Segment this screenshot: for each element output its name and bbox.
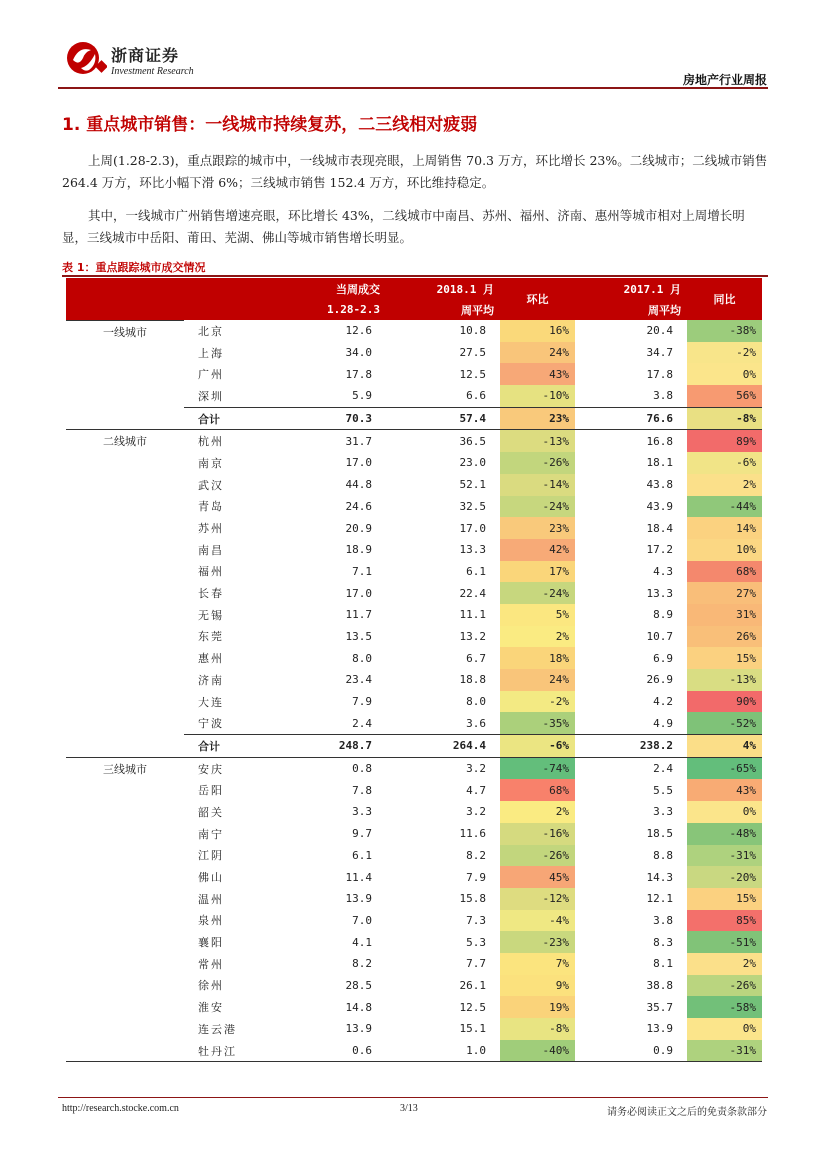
table-caption: 表 1：重点跟踪城市成交情况 — [62, 261, 206, 274]
city-name: 广州 — [198, 368, 224, 382]
jan2017-avg: 35.7 — [646, 1000, 673, 1014]
week-sales: 0.8 — [352, 762, 372, 776]
jan2018-avg: 7.9 — [466, 870, 486, 884]
jan2017-avg: 8.8 — [653, 848, 673, 862]
mom-change: 2% — [500, 801, 575, 823]
jan2017-avg: 5.5 — [653, 783, 673, 797]
mom-change: 17% — [500, 561, 575, 583]
jan2017-avg: 43.9 — [646, 499, 673, 513]
jan2017-avg: 16.8 — [646, 434, 673, 448]
city-name: 东莞 — [198, 630, 224, 644]
week-sales: 8.2 — [352, 957, 372, 971]
week-sales: 70.3 — [280, 407, 386, 430]
jan2018-avg: 36.5 — [459, 434, 486, 448]
table-row — [66, 320, 762, 342]
yoy-change: -31% — [687, 1040, 762, 1062]
week-sales: 7.1 — [352, 564, 372, 578]
city-name: 南宁 — [198, 827, 224, 841]
mom-change: -26% — [500, 845, 575, 867]
jan2018-avg: 6.1 — [466, 564, 486, 578]
yoy-change: 0% — [687, 1018, 762, 1040]
jan2017-avg: 6.9 — [653, 651, 673, 665]
week-sales: 18.9 — [345, 543, 372, 557]
week-sales: 28.5 — [345, 978, 372, 992]
yoy-change: 43% — [687, 779, 762, 801]
yoy-change: -51% — [687, 931, 762, 953]
footer-disclaimer: 请务必阅读正文之后的免责条款部分 — [607, 1107, 767, 1118]
mom-change: 2% — [500, 626, 575, 648]
company-logo-icon — [65, 40, 107, 76]
mom-change: 45% — [500, 866, 575, 888]
yoy-change: 15% — [687, 888, 762, 910]
jan2017-avg: 12.1 — [646, 892, 673, 906]
yoy-change: -2% — [687, 342, 762, 364]
jan2017-avg: 4.3 — [653, 564, 673, 578]
city-name: 泉州 — [198, 914, 224, 928]
jan2017-avg: 76.6 — [575, 407, 687, 430]
week-sales: 13.5 — [345, 629, 372, 643]
week-sales: 20.9 — [345, 521, 372, 535]
yoy-change: -6% — [687, 452, 762, 474]
jan2018-avg: 7.3 — [466, 913, 486, 927]
jan2018-avg: 4.7 — [466, 783, 486, 797]
yoy-change: 15% — [687, 647, 762, 669]
mom-change: -4% — [500, 910, 575, 932]
city-name: 韶关 — [198, 805, 224, 819]
mom-change: 7% — [500, 953, 575, 975]
jan2018-avg: 1.0 — [466, 1044, 486, 1058]
city-name: 深圳 — [198, 389, 224, 403]
jan2018-avg: 8.2 — [466, 848, 486, 862]
jan2018-avg: 13.2 — [459, 629, 486, 643]
week-sales: 0.6 — [352, 1044, 372, 1058]
jan2018-avg: 52.1 — [459, 478, 486, 492]
header-yoy: 同比 — [687, 278, 762, 320]
jan2017-avg: 17.8 — [646, 367, 673, 381]
mom-change: 18% — [500, 647, 575, 669]
city-name: 无锡 — [198, 608, 224, 622]
jan2017-avg: 0.9 — [653, 1044, 673, 1058]
jan2017-avg: 2.4 — [653, 762, 673, 776]
city-name: 徐州 — [198, 979, 224, 993]
mom-change: -35% — [500, 712, 575, 734]
jan2017-avg: 18.1 — [646, 456, 673, 470]
yoy-change: 68% — [687, 561, 762, 583]
jan2017-avg: 10.7 — [646, 629, 673, 643]
week-sales: 248.7 — [280, 735, 386, 758]
mom-change: -40% — [500, 1040, 575, 1062]
yoy-change: 14% — [687, 517, 762, 539]
week-sales: 31.7 — [345, 434, 372, 448]
city-name: 惠州 — [198, 652, 224, 666]
mom-change: 5% — [500, 604, 575, 626]
jan2018-avg: 57.4 — [386, 407, 500, 430]
jan2018-avg: 8.0 — [466, 695, 486, 709]
mom-change: -13% — [500, 430, 575, 452]
footer-url[interactable]: http://research.stocke.com.cn — [62, 1103, 179, 1114]
yoy-change: 89% — [687, 430, 762, 452]
week-sales: 8.0 — [352, 651, 372, 665]
yoy-change: 4% — [687, 735, 762, 758]
week-sales: 11.4 — [345, 870, 372, 884]
jan2018-avg: 12.5 — [459, 367, 486, 381]
city-name: 南昌 — [198, 543, 224, 557]
city-name: 牡丹江 — [198, 1044, 237, 1058]
city-name: 上海 — [198, 346, 224, 360]
week-sales: 13.9 — [345, 1022, 372, 1036]
yoy-change: 0% — [687, 363, 762, 385]
week-sales: 9.7 — [352, 827, 372, 841]
yoy-change: -65% — [687, 757, 762, 779]
week-sales: 11.7 — [345, 608, 372, 622]
yoy-change: 26% — [687, 626, 762, 648]
jan2018-avg: 11.1 — [459, 608, 486, 622]
jan2017-avg: 26.9 — [646, 673, 673, 687]
jan2018-avg: 27.5 — [459, 346, 486, 360]
header-jan2018-line2: 周平均 — [386, 299, 500, 320]
city-name: 温州 — [198, 892, 224, 906]
jan2018-avg: 3.2 — [466, 805, 486, 819]
header-week-line1: 当周成交 — [280, 278, 386, 299]
week-sales: 7.9 — [352, 695, 372, 709]
yoy-change: -20% — [687, 866, 762, 888]
city-name: 宁波 — [198, 717, 224, 731]
header-city — [184, 278, 280, 320]
jan2018-avg: 264.4 — [386, 735, 500, 758]
jan2018-avg: 6.6 — [466, 389, 486, 403]
yoy-change: 27% — [687, 582, 762, 604]
city-name: 北京 — [198, 324, 224, 338]
mom-change: 16% — [500, 320, 575, 342]
city-name: 佛山 — [198, 871, 224, 885]
jan2017-avg: 4.2 — [653, 695, 673, 709]
page-number: 3/13 — [400, 1103, 418, 1114]
table-row — [66, 430, 762, 452]
week-sales: 34.0 — [345, 346, 372, 360]
header-jan2018-line1: 2018.1 月 — [386, 278, 500, 299]
jan2018-avg: 12.5 — [459, 1000, 486, 1014]
yoy-change: -58% — [687, 996, 762, 1018]
jan2017-avg: 8.9 — [653, 608, 673, 622]
jan2018-avg: 3.6 — [466, 716, 486, 730]
jan2018-avg: 3.2 — [466, 762, 486, 776]
jan2018-avg: 7.7 — [466, 957, 486, 971]
jan2018-avg: 17.0 — [459, 521, 486, 535]
city-name: 长春 — [198, 587, 224, 601]
week-sales: 17.8 — [345, 367, 372, 381]
tier-label: 一线城市 — [66, 320, 184, 430]
jan2018-avg: 6.7 — [466, 651, 486, 665]
yoy-change: -48% — [687, 823, 762, 845]
section-title: 1. 重点城市销售：一线城市持续复苏，二三线相对疲弱 — [62, 115, 478, 135]
city-name: 苏州 — [198, 522, 224, 536]
jan2017-avg: 17.2 — [646, 543, 673, 557]
week-sales: 7.8 — [352, 783, 372, 797]
jan2018-avg: 22.4 — [459, 586, 486, 600]
yoy-change: -38% — [687, 320, 762, 342]
jan2017-avg: 13.3 — [646, 586, 673, 600]
week-sales: 44.8 — [345, 478, 372, 492]
table-body — [66, 320, 762, 1062]
jan2017-avg: 43.8 — [646, 478, 673, 492]
city-name: 南京 — [198, 456, 224, 470]
company-name: 浙商证券 — [111, 46, 180, 65]
mom-change: 68% — [500, 779, 575, 801]
jan2018-avg: 23.0 — [459, 456, 486, 470]
jan2017-avg: 238.2 — [575, 735, 687, 758]
jan2017-avg: 3.8 — [653, 389, 673, 403]
week-sales: 23.4 — [345, 673, 372, 687]
jan2017-avg: 20.4 — [646, 324, 673, 338]
yoy-change: -52% — [687, 712, 762, 734]
mom-change: -6% — [500, 735, 575, 758]
page-header — [0, 0, 827, 110]
mom-change: -24% — [500, 496, 575, 518]
city-name: 福州 — [198, 565, 224, 579]
total-label: 合计 — [184, 407, 280, 430]
yoy-change: 85% — [687, 910, 762, 932]
jan2017-avg: 14.3 — [646, 870, 673, 884]
jan2018-avg: 13.3 — [459, 543, 486, 557]
yoy-change: 2% — [687, 474, 762, 496]
city-name: 济南 — [198, 673, 224, 687]
tier-label: 二线城市 — [66, 430, 184, 757]
city-name: 襄阳 — [198, 936, 224, 950]
week-sales: 24.6 — [345, 499, 372, 513]
mom-change: -23% — [500, 931, 575, 953]
header-jan2017-line1: 2017.1 月 — [575, 278, 687, 299]
mom-change: -16% — [500, 823, 575, 845]
mom-change: -10% — [500, 385, 575, 407]
yoy-change: -31% — [687, 845, 762, 867]
jan2017-avg: 18.4 — [646, 521, 673, 535]
footer-divider — [58, 1097, 768, 1098]
yoy-change: -26% — [687, 975, 762, 997]
week-sales: 14.8 — [345, 1000, 372, 1014]
yoy-change: 56% — [687, 385, 762, 407]
week-sales: 3.3 — [352, 805, 372, 819]
header-jan2017-line2: 周平均 — [575, 299, 687, 320]
week-sales: 17.0 — [345, 456, 372, 470]
week-sales: 2.4 — [352, 716, 372, 730]
yoy-change: 10% — [687, 539, 762, 561]
mom-change: -8% — [500, 1018, 575, 1040]
mom-change: 42% — [500, 539, 575, 561]
jan2018-avg: 18.8 — [459, 673, 486, 687]
mom-change: 24% — [500, 669, 575, 691]
yoy-change: 0% — [687, 801, 762, 823]
jan2017-avg: 8.3 — [653, 935, 673, 949]
jan2017-avg: 34.7 — [646, 346, 673, 360]
city-name: 江阴 — [198, 849, 224, 863]
yoy-change: 2% — [687, 953, 762, 975]
table-row — [66, 757, 762, 779]
jan2018-avg: 11.6 — [459, 827, 486, 841]
header-week-line2: 1.28-2.3 — [280, 299, 386, 320]
mom-change: 23% — [500, 517, 575, 539]
week-sales: 5.9 — [352, 389, 372, 403]
jan2017-avg: 3.3 — [653, 805, 673, 819]
mom-change: 24% — [500, 342, 575, 364]
city-name: 安庆 — [198, 762, 224, 776]
jan2018-avg: 5.3 — [466, 935, 486, 949]
mom-change: -24% — [500, 582, 575, 604]
city-name: 杭州 — [198, 435, 224, 449]
jan2017-avg: 3.8 — [653, 913, 673, 927]
report-type: 房地产行业周报 — [682, 73, 767, 87]
total-label: 合计 — [184, 735, 280, 758]
jan2018-avg: 10.8 — [459, 324, 486, 338]
mom-change: -74% — [500, 757, 575, 779]
yoy-change: 31% — [687, 604, 762, 626]
city-name: 武汉 — [198, 478, 224, 492]
city-name: 淮安 — [198, 1001, 224, 1015]
header-mom: 环比 — [500, 278, 575, 320]
mom-change: 43% — [500, 363, 575, 385]
jan2017-avg: 38.8 — [646, 978, 673, 992]
mom-change: 9% — [500, 975, 575, 997]
jan2017-avg: 8.1 — [653, 957, 673, 971]
week-sales: 12.6 — [345, 324, 372, 338]
tier-label: 三线城市 — [66, 757, 184, 1062]
mom-change: -2% — [500, 691, 575, 713]
summary-paragraph: 上周(1.28-2.3)，重点跟踪的城市中，一线城市表现亮眼，上周销售 70.3 万方，环比增长 23%。二线城市；二线城市销售 264.4 万方，环比小幅下滑 6%；三线城市销售 152.4 万方，环比维持稳定。 — [62, 153, 768, 190]
week-sales: 6.1 — [352, 848, 372, 862]
city-name: 常州 — [198, 957, 224, 971]
header-divider — [58, 87, 768, 89]
week-sales: 7.0 — [352, 913, 372, 927]
mom-change: -14% — [500, 474, 575, 496]
mom-change: 19% — [500, 996, 575, 1018]
city-name: 青岛 — [198, 500, 224, 514]
jan2017-avg: 18.5 — [646, 827, 673, 841]
yoy-change: -44% — [687, 496, 762, 518]
jan2017-avg: 4.9 — [653, 716, 673, 730]
header-tier — [66, 278, 184, 320]
city-name: 连云港 — [198, 1022, 237, 1036]
jan2018-avg: 15.8 — [459, 892, 486, 906]
mom-change: -12% — [500, 888, 575, 910]
jan2018-avg: 15.1 — [459, 1022, 486, 1036]
jan2018-avg: 32.5 — [459, 499, 486, 513]
company-tagline: Investment Research — [111, 66, 194, 77]
city-name: 岳阳 — [198, 784, 224, 798]
week-sales: 17.0 — [345, 586, 372, 600]
city-sales-table — [66, 278, 762, 1062]
mom-change: 23% — [500, 407, 575, 430]
yoy-change: 90% — [687, 691, 762, 713]
city-name: 大连 — [198, 695, 224, 709]
detail-paragraph: 其中，一线城市广州销售增速亮眼，环比增长 43%，二线城市中南昌、苏州、福州、济南、惠州等城市相对上周增长明显，三线城市中岳阳、莆田、芜湖、佛山等城市销售增长明显。 — [62, 208, 745, 245]
week-sales: 4.1 — [352, 935, 372, 949]
jan2018-avg: 26.1 — [459, 978, 486, 992]
yoy-change: -8% — [687, 407, 762, 430]
mom-change: -26% — [500, 452, 575, 474]
week-sales: 13.9 — [345, 892, 372, 906]
yoy-change: -13% — [687, 669, 762, 691]
jan2017-avg: 13.9 — [646, 1022, 673, 1036]
table-caption-divider — [62, 275, 768, 277]
